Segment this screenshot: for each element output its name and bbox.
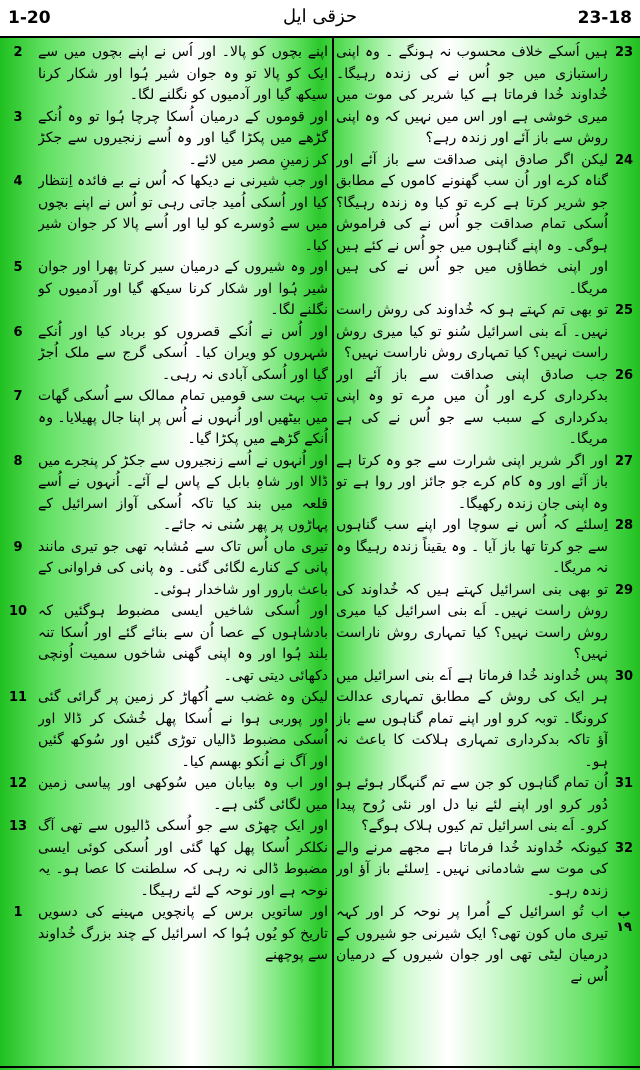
verse-text: تیری ماں اُس تاک سے مُشابہ تھی جو تیری مانند پانی کے کنارے لگائی گئی۔ وہ پانی کی فراوانی کے باعث بارور اور شاخدار ہوئی۔ [38,538,328,598]
verse-number: 3 [13,110,23,125]
verse-text: لیکن اگر صادق اپنی صداقت سے باز آئے اور گناہ کرے اور اُن سب گھنونے کاموں کے مطابق جو شریر کرتا ہے کرے تو کیا وہ زندہ رہیگا؟ اُسکی تمام صداقت جو اُس نے کی فراموش ہوگی۔ وہ اپنے گناہوں میں جو اُس نے کئے ہیں اور اپنی خطاؤں میں جو اُس نے کی ہیں مریگا۔ [336,151,608,297]
verse-number: 26 [614,368,634,383]
verse-number: 23 [614,45,634,60]
verse-text: تب بہت سی قومیں تمام ممالک سے اُسکی گھات میں بیٹھیں اور اُنہوں نے اُس پر اپنا جال پھیلایا۔ وہ اُنکے گڑھے میں پکڑا گیا۔ [38,388,328,447]
column-divider [332,36,334,1068]
verse-number: 28 [614,518,634,533]
verse-number: 10 [8,604,28,619]
verse-text: اُن تمام گناہوں کو جن سے تم گنہگار ہوئے ہو دُور کرو اور اپنے لئے نیا دل اور نئی رُوح پیدا کرو۔ اَے بنی اسرائیل تم کیوں ہلاک ہوگے؟ [336,775,608,834]
verse-text: اور اگر شریر اپنی شرارت سے جو وہ کرتا ہے باز آئے اور وہ کام کرے جو جائز اور روا ہے تو وہ اپنی جان زندہ رکھیگا۔ [336,452,608,512]
verse-text: اور وہ شیروں کے درمیان سیر کرتا پھرا اور جوان شیر ہُوا اور شکار کرنا سیکھ گیا اور آدمیوں کو نگلنے لگا۔ [38,259,328,318]
chapter-range-left: 1-20 [8,8,51,28]
verse-number: 7 [13,389,23,404]
verse-text: اور اُس نے اُنکے قصروں کو برباد کیا اور اُنکے شہروں کو ویران کیا۔ اُسکی گرج سے ملک اُجڑ گیا اور اُسکی آبادی نہ رہی۔ [38,323,328,383]
verse-text: تو بھی بنی اسرائیل کہتے ہیں کہ خُداوند کی روش راست نہیں۔ اَے بنی اسرائیل کیا میری روش راست نہیں؟ کیا تمہاری روش ناراست نہیں؟ [336,581,608,662]
verse-number: 1 [13,905,23,920]
verse-number: 31 [614,776,634,791]
verse-number: 13 [8,819,28,834]
verse-number: 25 [614,303,634,318]
verse-text: لیکن وہ غضب سے اُکھاڑ کر زمین پر گرائی گئی اور پوربی ہوا نے اُسکا پھل خُشک کر ڈالا اور اُسکی مضبوط ڈالیاں توڑی گئیں اور سُوکھ گئیں اور آگ نے اُنکو بھسم کیا۔ [38,689,328,770]
book-title: حزقی ایل [282,6,358,27]
verse-text: پس خُداوند خُدا فرماتا ہے اَے بنی اسرائیل میں ہر ایک کی روش کے مطابق تمہاری عدالت کرونگا۔ توبہ کرو اور اپنے تمام گناہوں سے باز آؤ تاکہ بدکرداری تمہاری ہلاکت کا باعث نہ ہو۔ [336,667,608,770]
verse-text: اور اُسکی شاخیں ایسی مضبوط ہوگئیں کہ بادشاہوں کے عصا اُن سے بنائے گئے اور اُسکا تنہ بلند ہُوا اور وہ اپنی گھنی شاخوں سمیت اُونچی دکھائی دیتی تھی۔ [38,603,328,684]
verse-number: 8 [13,454,23,469]
verse-text: اور ایک چھڑی سے جو اُسکی ڈالیوں سے تھی آگ نکلکر اُسکا پھل کھا گئی اور اُسکی کوئی ایسی مضبوط ڈالی نہ رہی کہ سلطنت کا عصا ہو۔ یہ نوحہ ہے اور نوحہ کے لئے رہیگا۔ [38,818,328,899]
verse-number: 11 [8,690,28,705]
verse-text: اپنے بچوں کو پالا۔ اور اُس نے اپنے بچوں میں سے ایک کو پالا تو وہ جوان شیر ہُوا اور شکار کرنا سیکھ گیا اور آدمیوں کو نگلنے لگا۔ [38,44,328,103]
verse-text: اِسلئے کہ اُس نے سوچا اور اپنے سب گناہوں سے جو کرتا تھا باز آیا ۔ وہ یقیناً زندہ رہیگا وہ نہ مریگا۔ [336,517,608,576]
chapter-range-right: 23-18 [577,8,632,28]
verse-text: ہیں اُسکے خلاف محسوب نہ ہونگے ۔ وہ اپنی راستبازی میں جو اُس نے کی زندہ رہیگا۔ خُداوند خُدا فرماتا ہے کیا شریر کی موت میں میری خوشی ہے اور اس میں نہیں کہ وہ اپنی روش سے باز آئے اور زندہ رہے؟ [336,44,608,146]
verse-text: اور جب شیرنی نے دیکھا کہ اُس نے بے فائدہ اِنتظار کیا اور اُسکی اُمید جاتی رہی تو اُس نے اپنے بچوں میں سے دُوسرے کو لیا اور اُسے پالا کر جوان شیر کیا۔ [38,173,328,254]
verse-number: ب ۱۹ [616,905,632,935]
verse-text: اور اُنہوں نے اُسے زنجیروں سے جکڑ کر پنجرے میں ڈالا اور شاہِ بابل کے پاس لے آئے۔ اُنہوں نے اُسے قلعہ میں بند کیا تاکہ اُسکی آواز اسرائیل کے پہاڑوں پر پھر سُنی نہ جائے۔ [38,452,328,533]
verse-text: اور قوموں کے درمیان اُسکا چرچا ہُوا تو وہ اُنکے گڑھے میں پکڑا گیا اور وہ اُسے زنجیروں سے جکڑ کر زمینِ مصر میں لائے۔ [38,108,328,168]
header-rule [0,36,640,38]
footer-rule [0,1066,640,1068]
verse-number: 2 [13,45,23,60]
verse-number: 27 [614,454,634,469]
verse-text: اب تُو اسرائیل کے اُمرا پر نوحہ کر اور کہہ تیری ماں کون تھی؟ ایک شیرنی جو شیروں کے درمیان لیٹی تھی اور جوان شیروں کے درمیان اُس نے [336,904,608,985]
verse-number: 29 [614,583,634,598]
text-column-left [38,42,328,1062]
verse-text: تو بھی تم کہتے ہو کہ خُداوند کی روش راست نہیں۔ اَے بنی اسرائیل سُنو تو کیا میری روش راست نہیں؟ کیا تمہاری روش ناراست نہیں؟ [336,302,608,361]
verse-text: اور اب وہ بیابان میں سُوکھی اور پیاسی زمین میں لگائی گئی ہے۔ [38,775,328,813]
verse-number: 9 [13,540,23,555]
verse-text: کیونکہ خُداوند خُدا فرماتا ہے مجھے مرنے والے کی موت سے شادمانی نہیں۔ اِسلئے باز آؤ اور زندہ رہو۔ [336,839,608,899]
verse-number: 12 [8,776,28,791]
verse-number: 6 [13,325,23,340]
verse-number: 4 [13,174,23,189]
verse-text: جب صادق اپنی صداقت سے باز آئے اور بدکرداری کرے اور اُن میں مرے تو وہ اپنی بدکرداری کے سبب سے جو اُس نے کی ہے مریگا۔ [336,366,608,447]
verse-text: اور ساتویں برس کے پانچویں مہینے کی دسویں تاریخ کو یُوں ہُوا کہ اسرائیل کے چند بزرگ خُداوند سے پوچھنے [38,904,328,963]
verse-number: 24 [614,153,634,168]
page-header [0,0,640,36]
text-column-right [336,42,608,1062]
verse-number: 30 [614,669,634,684]
verse-number: 5 [13,260,23,275]
verse-number: 32 [614,841,634,856]
